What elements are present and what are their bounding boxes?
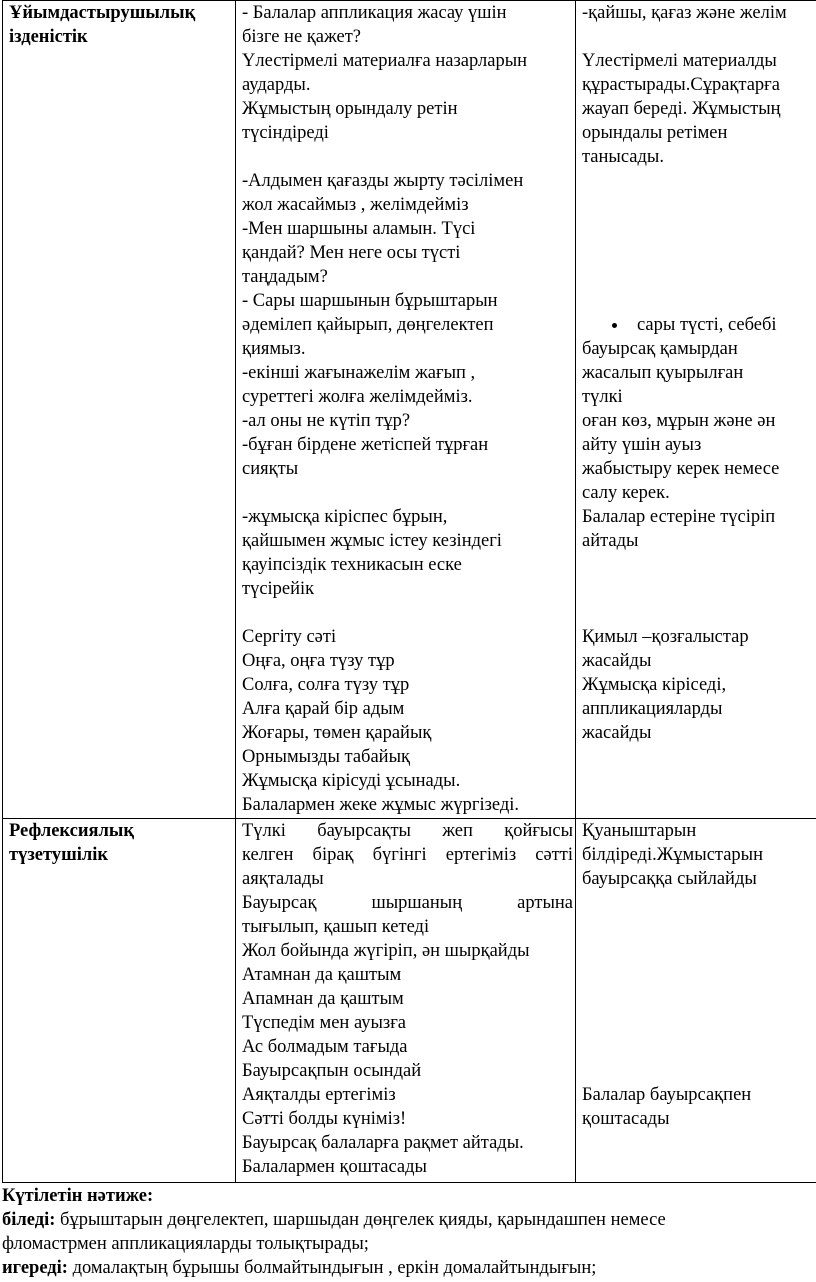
text-line: Оңға, оңға түзу тұр bbox=[242, 651, 395, 671]
text-line: жасайды bbox=[582, 651, 652, 671]
text-line: аударды. bbox=[242, 75, 311, 95]
bullet-item bbox=[582, 313, 816, 337]
text-line: бауырсақ қамырдан bbox=[582, 339, 738, 359]
bullet-dot-icon bbox=[612, 323, 617, 328]
text-line: салу керек. bbox=[582, 483, 670, 503]
text-line: Алға қарай бір адым bbox=[242, 699, 405, 719]
text-line: -жұмысқа кіріспес бұрын, bbox=[242, 507, 448, 527]
text-line: Жұмысқа кірісуді ұсынады. bbox=[242, 771, 461, 791]
text-line: түсірейік bbox=[242, 579, 315, 599]
stage-label: ізденістік bbox=[9, 27, 88, 47]
text-line: Үлестірмелі материалға назарларын bbox=[242, 51, 528, 71]
spacer bbox=[582, 1035, 816, 1059]
text-line bbox=[582, 577, 816, 601]
spacer bbox=[582, 265, 816, 289]
text-line: Жоғары, төмен қарайық bbox=[242, 723, 432, 743]
text-line: - Балалар аппликация жасау үшін bbox=[242, 3, 507, 23]
results-knows: біледі: бұрыштарын дөңгелектеп, шаршыдан дөңгелек қияды, қарындашпен немесе bbox=[2, 1210, 666, 1230]
bullet-text: сары түсті, себебі bbox=[637, 315, 777, 335]
text-line: танысады. bbox=[582, 147, 664, 167]
text-line: келген бірақ бүгінгі ертегіміз сәтті bbox=[242, 845, 573, 865]
stage-cell bbox=[3, 1, 236, 819]
text-line: Солға, солға түзу тұр bbox=[242, 675, 410, 695]
lesson-table bbox=[2, 0, 816, 1183]
spacer bbox=[582, 217, 816, 241]
results-knows-cont: фломастрмен аппликацияларды толықтырады; bbox=[2, 1234, 369, 1254]
text-line: -бұған бірдене жетіспей тұрған bbox=[242, 435, 489, 455]
text-line: аппликацияларды bbox=[582, 699, 723, 719]
table-row-organizational bbox=[3, 1, 816, 819]
text-line: Сәтті болды күніміз! bbox=[242, 1109, 407, 1129]
text-line bbox=[582, 553, 816, 577]
table-row-reflective bbox=[3, 819, 816, 1183]
text-line: қоштасады bbox=[582, 1109, 670, 1129]
text-line: Қимыл –қозғалыстар bbox=[582, 627, 749, 647]
spacer bbox=[582, 963, 816, 987]
text-line: Жол бойында жүгіріп, ән шырқайды bbox=[242, 941, 530, 961]
text-line: түсіндіреді bbox=[242, 123, 329, 143]
children-activity-cell bbox=[576, 819, 816, 1183]
spacer bbox=[582, 1059, 816, 1083]
text-line: айту үшін ауыз bbox=[582, 435, 702, 455]
spacer bbox=[582, 915, 816, 939]
results-title: Күтілетін нәтиже: bbox=[2, 1186, 154, 1206]
text-line: Апамнан да қаштым bbox=[242, 989, 404, 1009]
text-line: -ал оны не күтіп тұр? bbox=[242, 411, 411, 431]
text-line: Бауырсақпын осындай bbox=[242, 1061, 422, 1081]
text-line: таңдадым? bbox=[242, 267, 328, 287]
text-line: - Сары шаршынын бұрыштарын bbox=[242, 291, 498, 311]
text-line: Балалармен қоштасады bbox=[242, 1157, 427, 1177]
text-line: Үлестірмелі материалды bbox=[582, 51, 777, 71]
teacher-activity-cell bbox=[236, 819, 576, 1183]
text-line: орындалы ретімен bbox=[582, 123, 728, 143]
stage-label: Ұйымдастырушылық bbox=[9, 3, 196, 23]
text-line bbox=[242, 481, 575, 505]
spacer bbox=[582, 891, 816, 915]
text-line: -Алдымен қағазды жырту тәсілімен bbox=[242, 171, 524, 191]
children-activity-cell bbox=[576, 1, 816, 819]
text-line: сияқты bbox=[242, 459, 299, 479]
text-line: түлкі bbox=[582, 387, 623, 407]
text-line: қайшымен жұмыс істеу кезіндегі bbox=[242, 531, 502, 551]
text-line: Балалар естеріне түсіріп bbox=[582, 507, 776, 527]
text-line: Балалар бауырсақпен bbox=[582, 1085, 752, 1105]
text-line bbox=[582, 601, 816, 625]
text-line: аяқталады bbox=[242, 869, 324, 889]
text-line: Сергіту сәті bbox=[242, 627, 337, 647]
text-line: Жұмыстың орындалу ретін bbox=[242, 99, 458, 119]
spacer bbox=[582, 193, 816, 217]
stage-label: түзетушілік bbox=[9, 845, 109, 865]
spacer bbox=[582, 289, 816, 313]
text-line: Ас болмадым тағыда bbox=[242, 1037, 408, 1057]
text-line: суреттегі жолға желімдейміз. bbox=[242, 387, 473, 407]
text-line: бізге не қажет? bbox=[242, 27, 362, 47]
text-line: -қайшы, қағаз және желім bbox=[582, 3, 787, 23]
text-line: жол жасаймыз , желімдейміз bbox=[242, 195, 469, 215]
text-line: бауырсаққа сыйлайды bbox=[582, 869, 757, 889]
text-line: Аяқталды ертегіміз bbox=[242, 1085, 396, 1105]
text-line: тығылып, қашып кетеді bbox=[242, 917, 430, 937]
spacer bbox=[582, 169, 816, 193]
spacer bbox=[582, 1011, 816, 1035]
text-line bbox=[242, 601, 575, 625]
text-line: Түспедім мен ауызға bbox=[242, 1013, 407, 1033]
text-line: Түлкі бауырсақты жеп қойғысы bbox=[242, 821, 573, 841]
text-line: білдіреді.Жұмыстарын bbox=[582, 845, 764, 865]
spacer bbox=[582, 241, 816, 265]
text-line: Қуаныштарын bbox=[582, 821, 697, 841]
stage-label: Рефлексиялық bbox=[9, 821, 134, 841]
text-line: қандай? Мен неге осы түсті bbox=[242, 243, 461, 263]
spacer bbox=[582, 987, 816, 1011]
results-does: игереді: домалақтың бұрышы болмайтындығын , еркін домалайтындығын; bbox=[2, 1258, 597, 1278]
text-line: Бауырсақ балаларға рақмет айтады. bbox=[242, 1133, 524, 1153]
text-line: құрастырады.Сұрақтарға bbox=[582, 75, 780, 95]
text-line: қауіпсіздік техникасын еске bbox=[242, 555, 462, 575]
text-line: Жұмысқа кіріседі, bbox=[582, 675, 727, 695]
text-line: қиямыз. bbox=[242, 339, 306, 359]
text-line: жасайды bbox=[582, 723, 652, 743]
text-line: оған көз, мұрын және ән bbox=[582, 411, 776, 431]
text-line: -Мен шаршыны аламын. Түсі bbox=[242, 219, 476, 239]
expected-results bbox=[2, 1184, 814, 1280]
text-line: жабыстыру керек немесе bbox=[582, 459, 780, 479]
text-line: айтады bbox=[582, 531, 639, 551]
text-line: Бауырсақ шыршаның артына bbox=[242, 893, 573, 913]
teacher-activity-cell bbox=[236, 1, 576, 819]
stage-cell bbox=[3, 819, 236, 1183]
text-line: әдемілеп қайырып, дөңгелектеп bbox=[242, 315, 494, 335]
text-line: жауап береді. Жұмыстың bbox=[582, 99, 781, 119]
text-line: жасалып қуырылған bbox=[582, 363, 744, 383]
text-line: Атамнан да қаштым bbox=[242, 965, 402, 985]
text-line: Балалармен жеке жұмыс жүргізеді. bbox=[242, 795, 520, 815]
text-line: Орнымызды табайық bbox=[242, 747, 410, 767]
text-line bbox=[582, 25, 816, 49]
text-line: -екінші жағынажелім жағып , bbox=[242, 363, 476, 383]
spacer bbox=[582, 939, 816, 963]
text-line bbox=[242, 145, 575, 169]
